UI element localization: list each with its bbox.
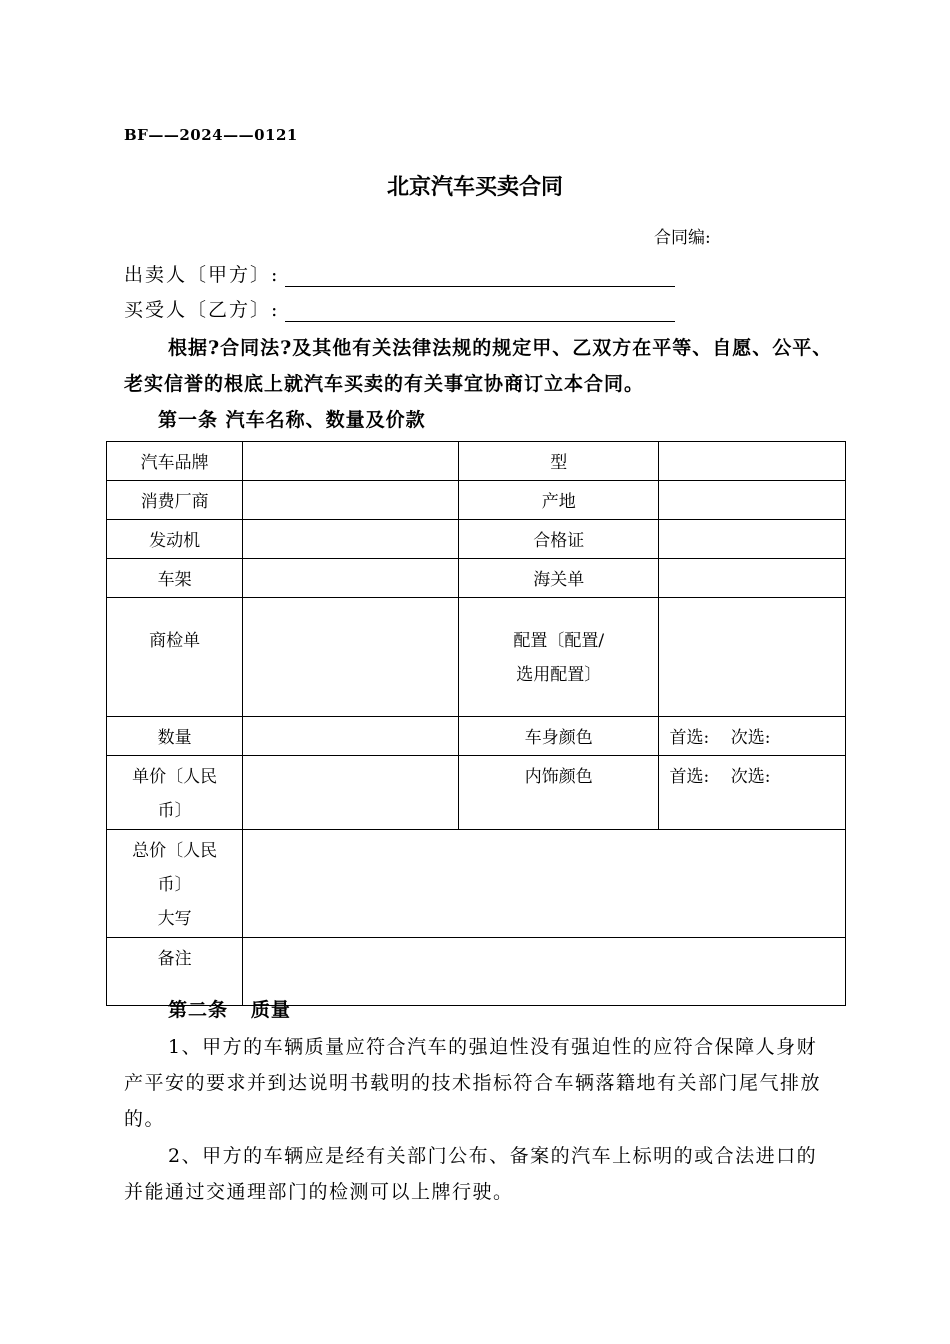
clause-1-paragraph: 1、甲方的车辆质量应符合汽车的强迫性没有强迫性的应符合保障人身财产平安的要求并到达说明书载明的技术指标符合车辆落籍地有关部门尾气排放的。: [124, 1036, 822, 1130]
unit-price-line2: 币〕: [157, 801, 192, 821]
frame-value-cell[interactable]: [243, 559, 459, 598]
table-row: [107, 756, 846, 830]
remarks-label: 备注: [107, 938, 243, 1006]
origin-value-cell[interactable]: [659, 481, 846, 520]
config-label: [458, 598, 659, 717]
clause-2-paragraph: 2、甲方的车辆应是经有关部门公布、备案的汽车上标明的或合法进口的并能通过交通理部门的检测可以上牌行驶。: [124, 1145, 818, 1203]
intro-paragraph: 根据?合同法?及其他有关法律法规的规定甲、乙双方在平等、自愿、公平、老实信誉的根底上就汽车买卖的有关事宜协商订立本合同。: [124, 337, 833, 395]
contract-number-label: 合同编:: [654, 228, 711, 248]
page-title: 北京汽车买卖合同: [386, 174, 563, 200]
frame-label: 车架: [107, 559, 243, 598]
unit-price-value-cell[interactable]: [243, 756, 459, 830]
buyer-label: 买受人〔乙方〕:: [124, 299, 280, 321]
quantity-label: 数量: [107, 717, 243, 756]
interior-color-choice[interactable]: 首选: 次选:: [659, 756, 846, 830]
interior-color-label: 内饰颜色: [458, 756, 659, 830]
body-color-choice[interactable]: 首选: 次选:: [659, 717, 846, 756]
vehicle-spec-table: [106, 441, 846, 1006]
customs-value-cell[interactable]: [659, 559, 846, 598]
table-row: [107, 520, 846, 559]
config-label-line1: 配置〔配置/: [513, 631, 605, 651]
model-value-cell[interactable]: [659, 442, 846, 481]
seller-row: [124, 260, 675, 287]
table-row: [107, 598, 846, 717]
table-row: [107, 717, 846, 756]
quantity-value-cell[interactable]: [243, 717, 459, 756]
unit-price-label: [107, 756, 243, 830]
buyer-row: [124, 295, 675, 322]
brand-value-cell[interactable]: [243, 442, 459, 481]
table-row: [107, 481, 846, 520]
body-color-label: 车身颜色: [458, 717, 659, 756]
certificate-label: 合格证: [458, 520, 659, 559]
engine-value-cell[interactable]: [243, 520, 459, 559]
inspection-value-cell[interactable]: [243, 598, 459, 717]
total-price-label: [107, 830, 243, 938]
origin-label: 产地: [458, 481, 659, 520]
total-price-line1: 总价〔人民: [132, 841, 218, 861]
inspection-label: 商检单: [107, 598, 243, 717]
buyer-blank-line[interactable]: [285, 301, 675, 322]
total-price-value-cell[interactable]: [243, 830, 846, 938]
config-label-line2: 选用配置〕: [516, 665, 602, 685]
total-price-line3: 大写: [157, 909, 192, 929]
manufacturer-value-cell[interactable]: [243, 481, 459, 520]
document-code: BF——2024——0121: [124, 126, 298, 144]
article-1-heading: 第一条 汽车名称、数量及价款: [158, 409, 426, 431]
article-2-heading: 第二条 质量: [168, 999, 291, 1021]
seller-blank-line[interactable]: [285, 266, 675, 287]
certificate-value-cell[interactable]: [659, 520, 846, 559]
seller-label: 出卖人〔甲方〕:: [124, 264, 280, 286]
remarks-value-cell[interactable]: [243, 938, 846, 1006]
customs-label: 海关单: [458, 559, 659, 598]
table-row: [107, 559, 846, 598]
model-label: 型: [458, 442, 659, 481]
table-row: [107, 442, 846, 481]
table-row: [107, 830, 846, 938]
brand-label: 汽车品牌: [107, 442, 243, 481]
manufacturer-label: 消费厂商: [107, 481, 243, 520]
engine-label: 发动机: [107, 520, 243, 559]
total-price-line2: 币〕: [157, 875, 192, 895]
unit-price-line1: 单价〔人民: [132, 767, 218, 787]
config-value-cell[interactable]: [659, 598, 846, 717]
